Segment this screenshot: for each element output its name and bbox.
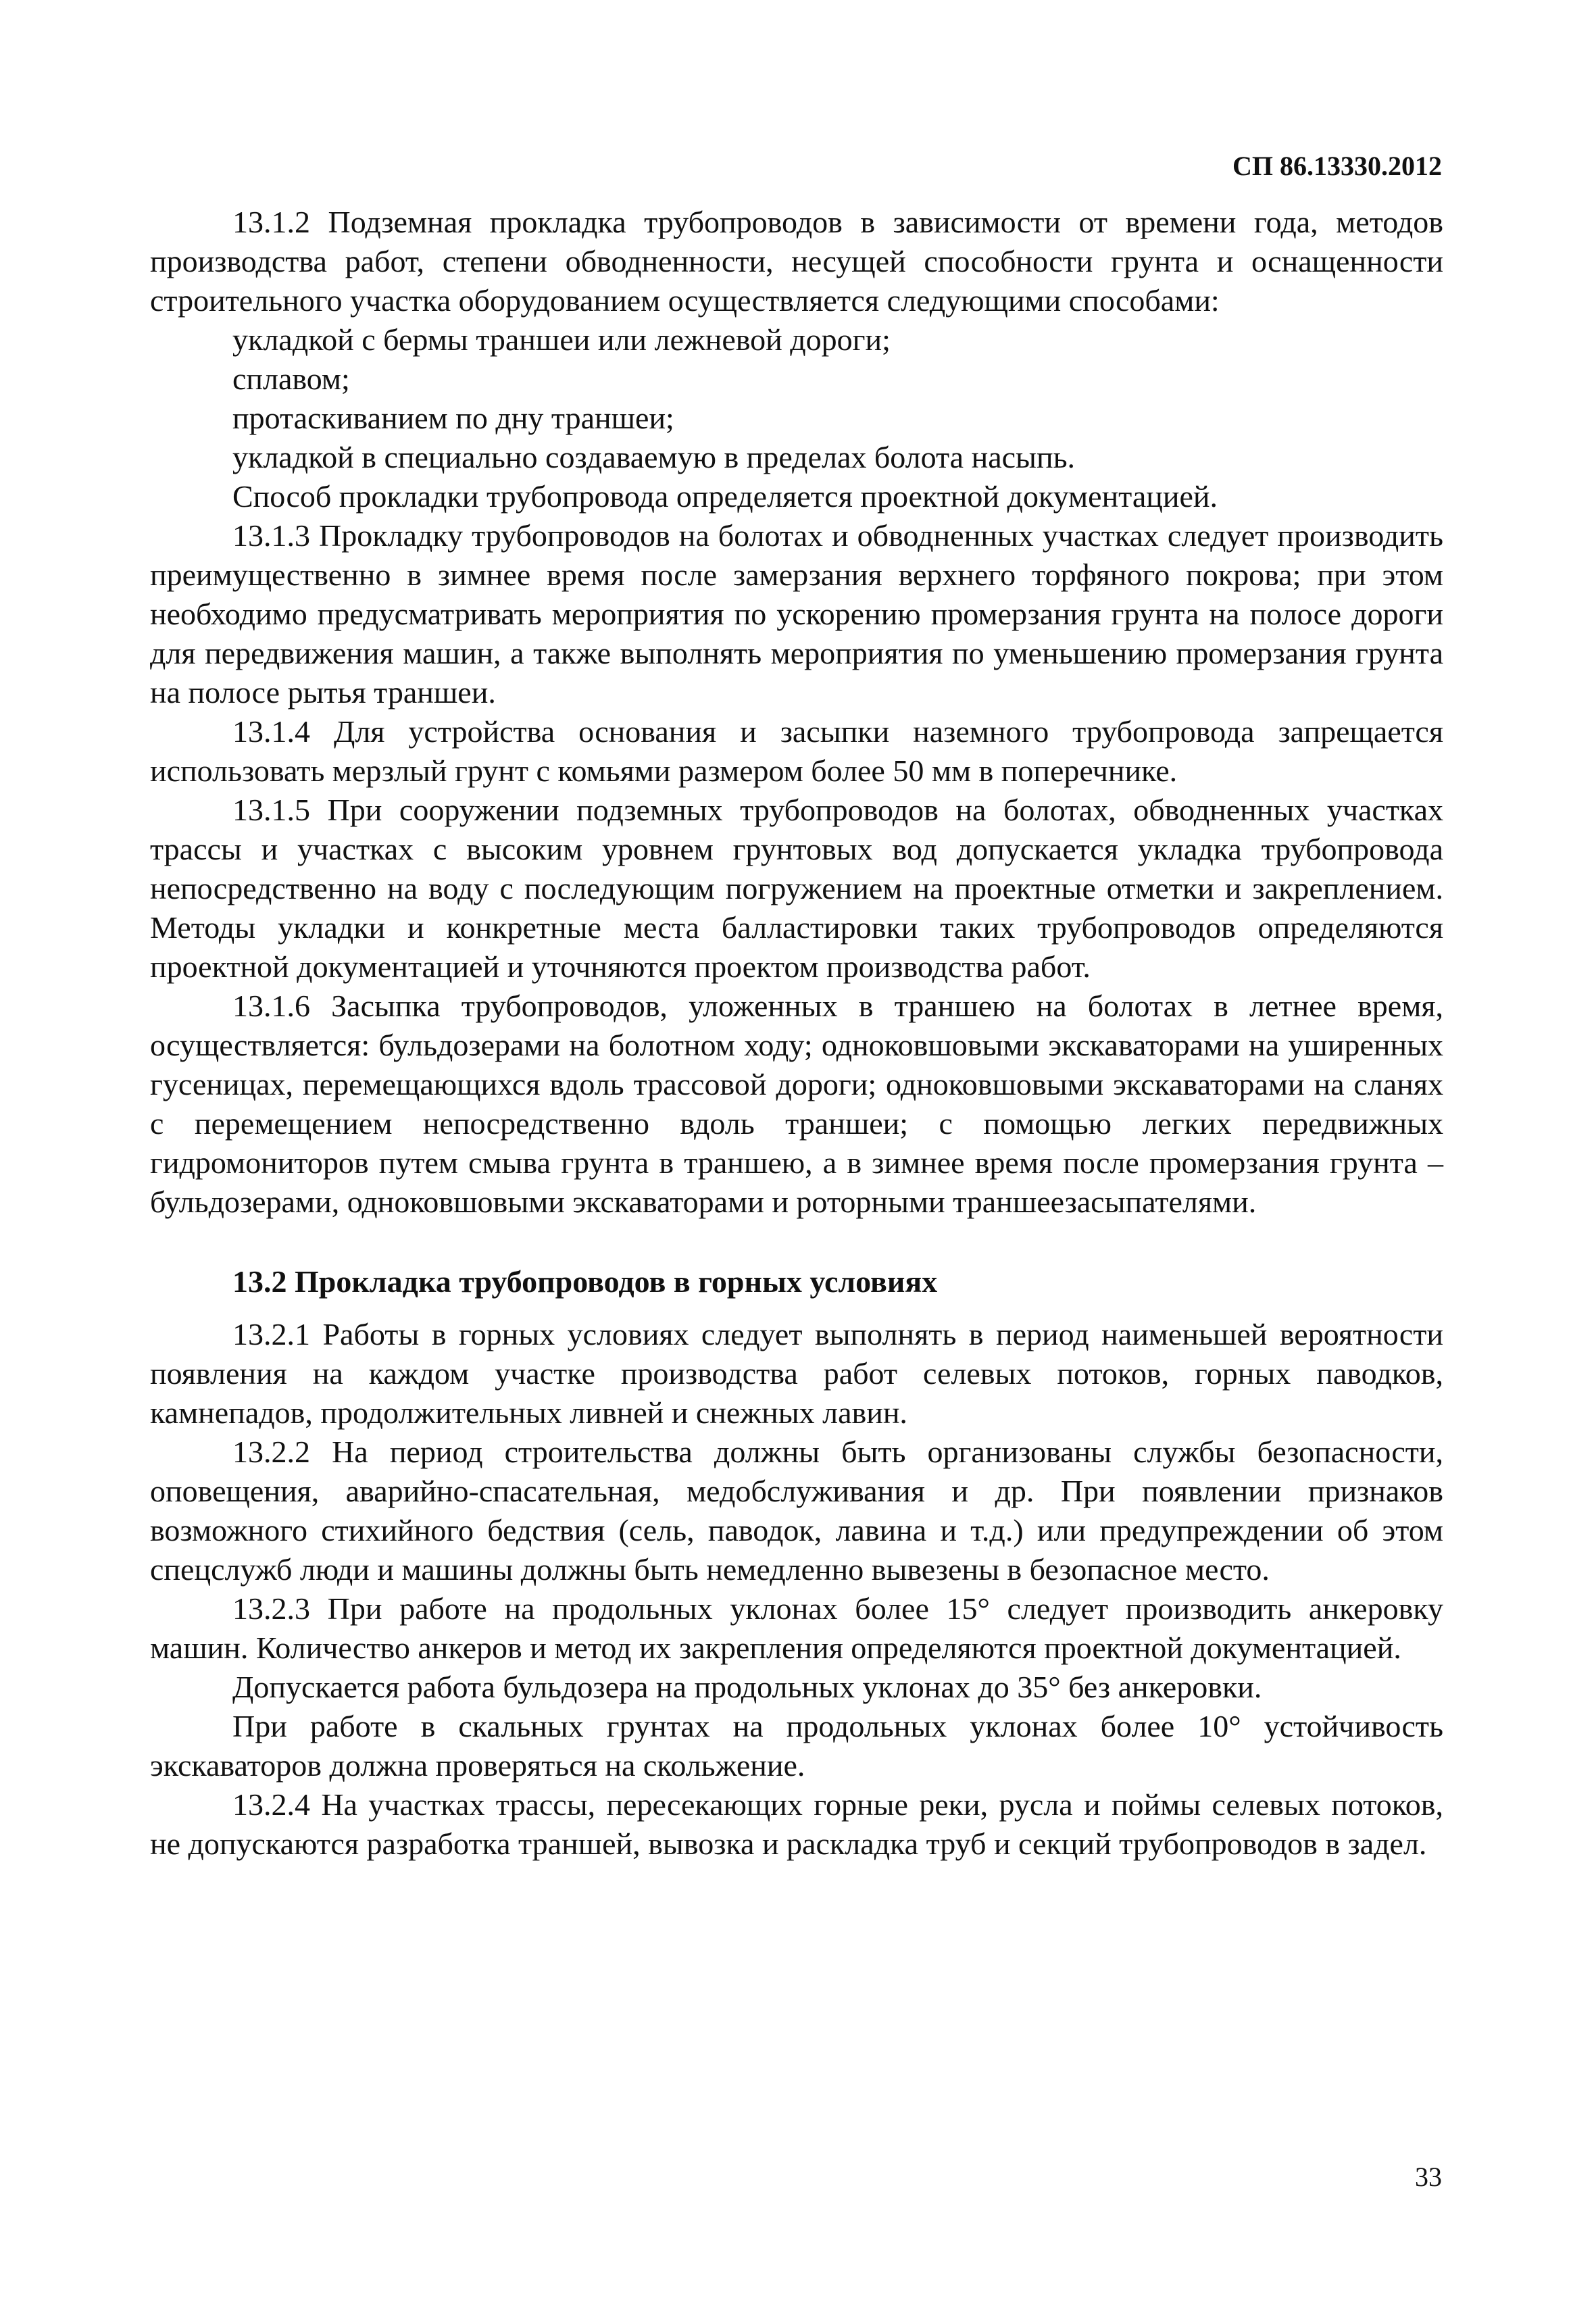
list-item: сплавом; <box>232 362 350 396</box>
paragraph-13-2-2: 13.2.2 На период строительства должны быть организованы службы безопасности, оповещения, аварийно-спасательная, медобслуживания и др. При появлении признаков возможного стихийного бедствия (сель, паводок, лавина и т.д.) или предупреждении об этом спецслужб люди и машины должны быть немедленно вывезены в безопасное место. <box>150 1435 1443 1587</box>
paragraph: Допускается работа бульдозера на продольных уклонах до 35° без анкеровки. <box>232 1670 1262 1704</box>
list-item: укладкой с бермы траншеи или лежневой дороги; <box>232 322 891 357</box>
paragraph-13-1-2: 13.1.2 Подземная прокладка трубопроводов в зависимости от времени года, методов производства работ, степени обводненности, несущей способности грунта и оснащенности строительного участка оборудованием осуществляется следующими способами: <box>150 205 1443 318</box>
paragraph-13-1-5: 13.1.5 При сооружении подземных трубопроводов на болотах, обводненных участках трассы и участках с высоким уровнем грунтовых вод допускается укладка трубопровода непосредственно на воду с последующим погружением на проектные отметки и закреплением. Методы укладки и конкретные места балластировки таких трубопроводов определяются проектной документацией и уточняются проектом производства работ. <box>150 793 1443 984</box>
document-code: СП 86.13330.2012 <box>1232 151 1442 181</box>
list-item: протаскиванием по дну траншеи; <box>232 401 674 435</box>
paragraph-13-1-6: 13.1.6 Засыпка трубопроводов, уложенных в траншею на болотах в летнее время, осуществляется: бульдозерами на болотном ходу; одноковшовыми экскаваторами на уширенных гусеницах, перемещающихся вдоль трассовой дороги; одноковшовыми экскаваторами на сланях с перемещением непосредственно вдоль траншеи; с помощью легких передвижных гидромониторов путем смыва грунта в траншею, а в зимнее время после промерзания грунта – бульдозерами, одноковшовыми экскаваторами и роторными траншеезасыпателями. <box>150 989 1443 1219</box>
section-heading: 13.2 Прокладка трубопроводов в горных условиях <box>232 1264 938 1299</box>
list-item: укладкой в специально создаваемую в пределах болота насыпь. <box>232 440 1076 474</box>
paragraph-13-2-3: 13.2.3 При работе на продольных уклонах более 15° следует производить анкеровку машин. Количество анкеров и метод их закрепления определяются проектной документацией. <box>150 1591 1443 1665</box>
page-number: 33 <box>1415 2162 1442 2192</box>
paragraph: Способ прокладки трубопровода определяется проектной документацией. <box>232 479 1218 514</box>
paragraph-13-1-3: 13.1.3 Прокладку трубопроводов на болотах и обводненных участках следует производить преимущественно в зимнее время после замерзания верхнего торфяного покрова; при этом необходимо предусматривать мероприятия по ускорению промерзания грунта на полосе дороги для передвижения машин, а также выполнять мероприятия по уменьшению промерзания грунта на полосе рытья траншеи. <box>150 518 1443 710</box>
document-body <box>150 203 1443 1864</box>
paragraph-13-1-4: 13.1.4 Для устройства основания и засыпки наземного трубопровода запрещается использовать мерзлый грунт с комьями размером более 50 мм в поперечнике. <box>150 714 1443 788</box>
paragraph-13-2-4: 13.2.4 На участках трассы, пересекающих горные реки, русла и поймы селевых потоков, не допускаются разработка траншей, вывозка и раскладка труб и секций трубопроводов в задел. <box>150 1787 1443 1861</box>
paragraph-13-2-1: 13.2.1 Работы в горных условиях следует выполнять в период наименьшей вероятности появления на каждом участке производства работ селевых потоков, горных паводков, камнепадов, продолжительных ливней и снежных лавин. <box>150 1317 1443 1430</box>
paragraph: При работе в скальных грунтах на продольных уклонах более 10° устойчивость экскаваторов должна проверяться на скольжение. <box>150 1709 1443 1783</box>
